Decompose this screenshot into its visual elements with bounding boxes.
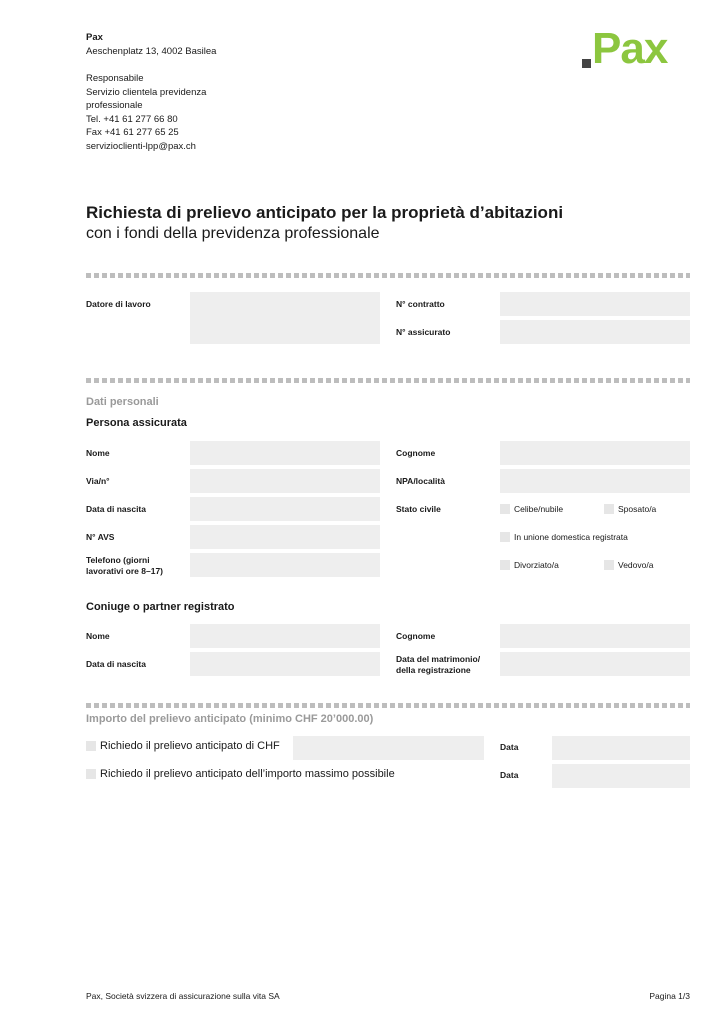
insured-number-label: N° assicurato bbox=[396, 327, 451, 337]
section-personal-data: Dati personali bbox=[86, 396, 159, 408]
section-withdrawal-amount: Importo del prelievo anticipato (minimo CHF 20’000.00) bbox=[86, 713, 374, 725]
footer-page-number: Pagina 1/3 bbox=[649, 991, 690, 1001]
company-address: Aeschenplatz 13, 4002 Basilea bbox=[86, 46, 217, 57]
contract-number-field[interactable] bbox=[500, 292, 690, 316]
option-divorced-label: Divorziato/a bbox=[514, 560, 559, 570]
withdrawal-amount-field[interactable] bbox=[293, 736, 484, 760]
separator bbox=[86, 378, 690, 383]
surname-label: Cognome bbox=[396, 448, 436, 458]
street-field[interactable] bbox=[190, 469, 380, 493]
company-name: Pax bbox=[86, 32, 103, 43]
spouse-surname-label: Cognome bbox=[396, 631, 436, 641]
page-subtitle: con i fondi della previdenza professionale bbox=[86, 225, 380, 242]
section-insured-person: Persona assicurata bbox=[86, 417, 187, 429]
separator bbox=[86, 703, 690, 708]
zip-city-label: NPA/località bbox=[396, 476, 445, 486]
insured-number-field[interactable] bbox=[500, 320, 690, 344]
surname-field[interactable] bbox=[500, 441, 690, 465]
footer-company: Pax, Società svizzera di assicurazione sulla vita SA bbox=[86, 991, 280, 1001]
date-field-2[interactable] bbox=[552, 764, 690, 788]
checkbox-divorced[interactable] bbox=[500, 560, 510, 570]
date-field-1[interactable] bbox=[552, 736, 690, 760]
option-widowed-label: Vedovo/a bbox=[618, 560, 654, 570]
logo-dot bbox=[582, 59, 591, 68]
marriage-date-label: Data del matrimonio/ della registrazione bbox=[396, 654, 481, 675]
option-married-label: Sposato/a bbox=[618, 504, 657, 514]
employer-field[interactable] bbox=[190, 292, 380, 344]
name-label: Nome bbox=[86, 448, 110, 458]
page-title: Richiesta di prelievo anticipato per la proprietà d’abitazioni bbox=[86, 203, 564, 222]
civil-status-label: Stato civile bbox=[396, 504, 441, 514]
service-line-2: professionale bbox=[86, 100, 143, 111]
pax-logo bbox=[580, 26, 692, 72]
checkbox-registered-partnership[interactable] bbox=[500, 532, 510, 542]
checkbox-withdrawal-amount[interactable] bbox=[86, 741, 96, 751]
logo-text: Pax bbox=[592, 24, 668, 73]
checkbox-married[interactable] bbox=[604, 504, 614, 514]
contract-number-label: N° contratto bbox=[396, 299, 445, 309]
spouse-name-label: Nome bbox=[86, 631, 110, 641]
phone-field[interactable] bbox=[190, 553, 380, 577]
name-field[interactable] bbox=[190, 441, 380, 465]
spouse-name-field[interactable] bbox=[190, 624, 380, 648]
phone-label: Telefono (giorni lavorativi ore 8–17) bbox=[86, 555, 164, 576]
birth-date-field[interactable] bbox=[190, 497, 380, 521]
section-spouse: Coniuge o partner registrato bbox=[86, 601, 235, 613]
date-label-1: Data bbox=[500, 742, 519, 752]
maximum-withdrawal-label: Richiedo il prelievo anticipato dell’importo massimo possibile bbox=[100, 768, 395, 780]
checkbox-widowed[interactable] bbox=[604, 560, 614, 570]
withdrawal-amount-label: Richiedo il prelievo anticipato di CHF bbox=[100, 740, 280, 752]
responsible-label: Responsabile bbox=[86, 73, 144, 84]
separator bbox=[86, 273, 690, 278]
fax-number: Fax +41 61 277 65 25 bbox=[86, 127, 179, 138]
street-label: Via/n° bbox=[86, 476, 110, 486]
employer-label: Datore di lavoro bbox=[86, 299, 151, 309]
date-label-2: Data bbox=[500, 770, 519, 780]
avs-number-label: N° AVS bbox=[86, 532, 115, 542]
option-registered-partnership-label: In unione domestica registrata bbox=[514, 532, 628, 542]
checkbox-maximum-withdrawal[interactable] bbox=[86, 769, 96, 779]
checkbox-single[interactable] bbox=[500, 504, 510, 514]
email-address: servizioclienti-lpp@pax.ch bbox=[86, 140, 196, 152]
spouse-surname-field[interactable] bbox=[500, 624, 690, 648]
avs-number-field[interactable] bbox=[190, 525, 380, 549]
option-single-label: Celibe/nubile bbox=[514, 504, 564, 514]
birth-date-label: Data di nascita bbox=[86, 504, 146, 514]
service-line-1: Servizio clientela previdenza bbox=[86, 86, 207, 98]
spouse-birth-date-label: Data di nascita bbox=[86, 659, 146, 669]
zip-city-field[interactable] bbox=[500, 469, 690, 493]
spouse-birth-date-field[interactable] bbox=[190, 652, 380, 676]
marriage-date-field[interactable] bbox=[500, 652, 690, 676]
phone-number: Tel. +41 61 277 66 80 bbox=[86, 113, 178, 125]
